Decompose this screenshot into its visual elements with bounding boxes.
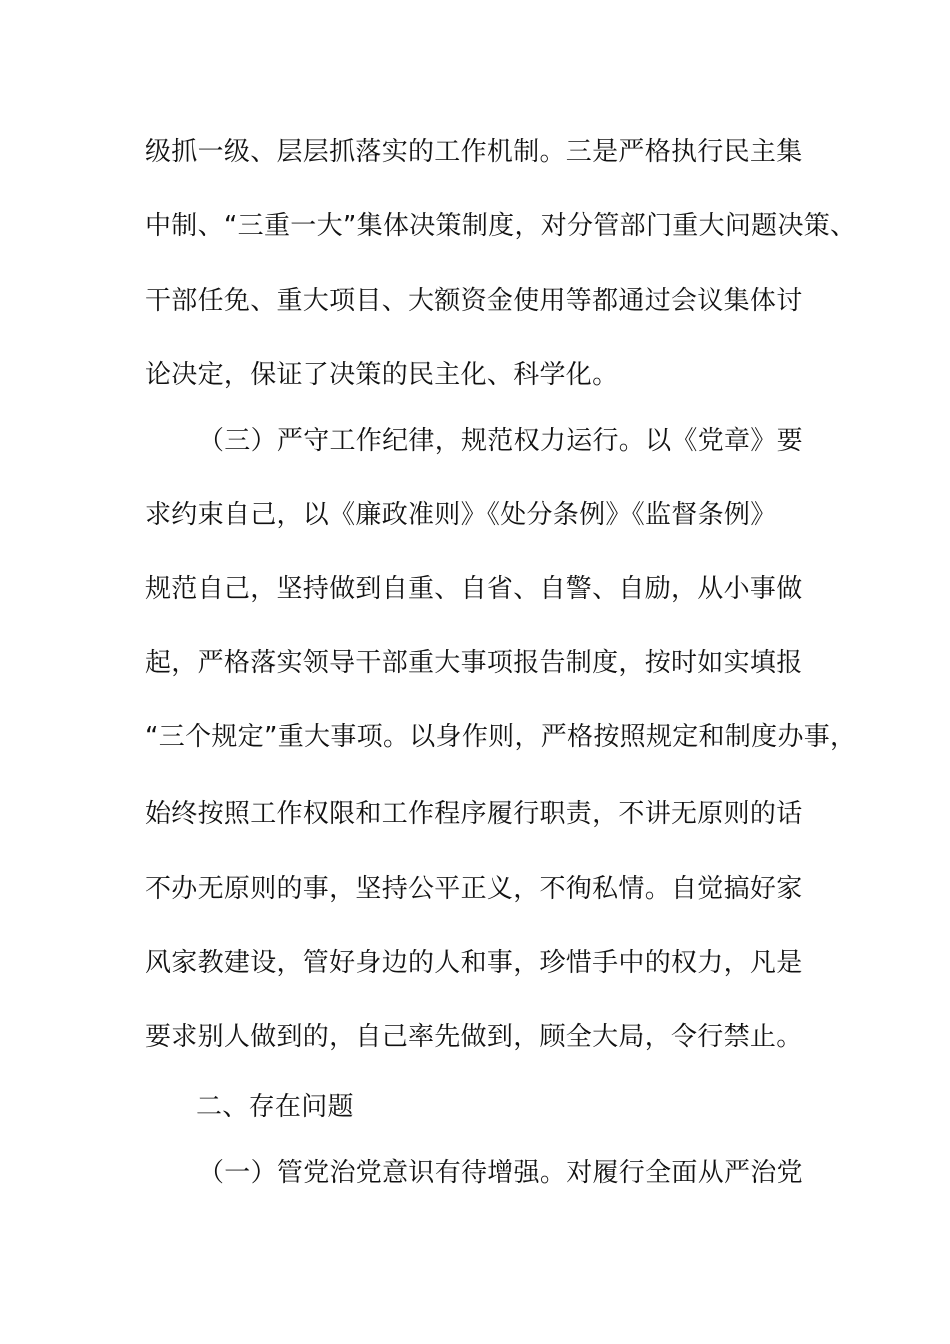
section-heading-line: （一）管党治党意识有待增强。对履行全面从严治党 [198,1158,803,1188]
section-title: 二、存在问题 [196,1092,354,1122]
text-line: 规范自己，坚持做到自重、自省、自警、自励，从小事做 [145,574,803,604]
text-line: 要求别人做到的，自己率先做到，顾全大局，令行禁止。 [145,1022,803,1052]
text-line: 中制、“三重一大”集体决策制度，对分管部门重大问题决策、 [145,211,857,241]
text-line: 求约束自己，以《廉政准则》《处分条例》《监督条例》 [145,500,777,530]
text-line: 干部任免、重大项目、大额资金使用等都通过会议集体讨 [145,286,803,316]
text-line: 级抓一级、层层抓落实的工作机制。三是严格执行民主集 [145,137,803,167]
section-heading-line: （三）严守工作纪律，规范权力运行。以《党章》要 [198,426,803,456]
text-line: 不办无原则的事，坚持公平正义，不徇私情。自觉搞好家 [145,874,803,904]
text-line: 起，严格落实领导干部重大事项报告制度，按时如实填报 [145,648,803,678]
text-line: 始终按照工作权限和工作程序履行职责，不讲无原则的话 [145,799,803,829]
text-line: 风家教建设，管好身边的人和事，珍惜手中的权力，凡是 [145,948,803,978]
text-line: “三个规定”重大事项。以身作则，严格按照规定和制度办事， [145,722,857,752]
text-line: 论决定，保证了决策的民主化、科学化。 [145,360,619,390]
